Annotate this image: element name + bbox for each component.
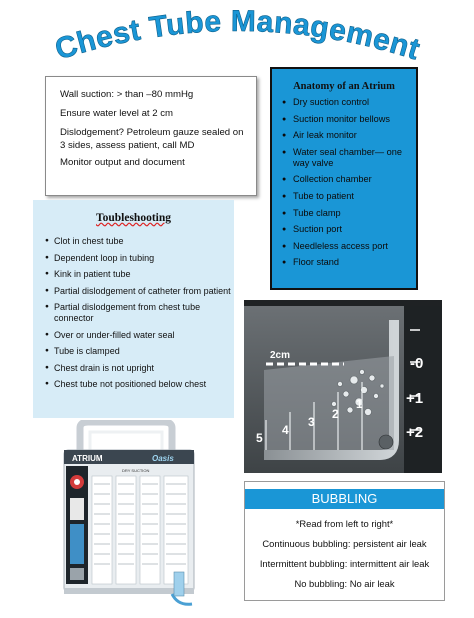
list-item: ● Tube to patient: [282, 191, 414, 202]
list-item: ● Suction monitor bellows: [282, 114, 414, 125]
troubleshooting-list: [45, 236, 231, 396]
suction-note: Dislodgement? Petroleum gauze sealed on 3 sides, assess patient, call MD: [60, 127, 244, 151]
list-item: ● Kink in patient tube: [45, 269, 231, 280]
list-item: ● Suction port: [282, 224, 414, 235]
bubbling-note: *Read from left to right*: [295, 518, 394, 529]
bubbling-box: [244, 481, 445, 601]
atrium-device-illustration: [52, 420, 205, 608]
page-title-text: Chest Tube Management: [51, 4, 424, 67]
gauge-column-label: 5: [256, 431, 263, 445]
anatomy-panel: [270, 67, 418, 290]
gauge-level-label: 2cm: [270, 350, 291, 361]
gauge-scale-label: +2: [406, 424, 424, 441]
gauge-column-label: 2: [332, 407, 339, 421]
list-item: ● Dependent loop in tubing: [45, 253, 231, 264]
list-item: ● Tube clamp: [282, 208, 414, 219]
list-item: ● Water seal chamber— one way valve: [282, 147, 414, 169]
list-item: ● Chest drain is not upright: [45, 363, 231, 374]
list-item: ● Clot in chest tube: [45, 236, 231, 247]
bubbling-note: No bubbling: No air leak: [294, 578, 395, 589]
list-item: ● Chest tube not positioned below chest: [45, 379, 231, 390]
bubbling-note: Intermittent bubbling: intermittent air leak: [259, 558, 430, 569]
gauge-column-label: 1: [356, 397, 363, 411]
anatomy-list: [282, 97, 414, 274]
gauge-column-label: 4: [282, 423, 289, 437]
list-item: ● Partial dislodgement from chest tube connector: [45, 302, 231, 323]
gauge-column-label: 3: [308, 415, 315, 429]
troubleshooting-panel: [33, 200, 234, 418]
list-item: ● Over or under-filled water seal: [45, 330, 231, 341]
list-item: ● Air leak monitor: [282, 130, 414, 141]
troubleshooting-heading: Toubleshooting: [96, 212, 171, 224]
water-seal-gauge-illustration: [244, 300, 442, 473]
suction-note: Monitor output and document: [60, 157, 185, 168]
list-item: ● Needleless access port: [282, 241, 414, 252]
list-item: ● Floor stand: [282, 257, 414, 268]
suction-note: Ensure water level at 2 cm: [60, 108, 174, 119]
list-item: ● Collection chamber: [282, 174, 414, 185]
bubbling-heading: BUBBLING: [245, 489, 444, 509]
device-subtitle: DRY SUCTION: [122, 468, 150, 473]
list-item: ● Dry suction control: [282, 97, 414, 108]
bubbling-note: Continuous bubbling: persistent air leak: [262, 538, 427, 549]
list-item: ● Tube is clamped: [45, 346, 231, 357]
device-model: Oasis: [152, 454, 174, 463]
suction-notes-box: [45, 76, 257, 196]
gauge-scale-label: -0: [410, 355, 424, 372]
anatomy-heading: Anatomy of an Atrium: [293, 81, 395, 92]
gauge-scale-label: +1: [406, 390, 424, 407]
suction-note: Wall suction: > than –80 mmHg: [60, 89, 194, 100]
device-brand: ATRIUM: [72, 454, 103, 463]
list-item: ● Partial dislodgement of catheter from patient: [45, 286, 231, 297]
